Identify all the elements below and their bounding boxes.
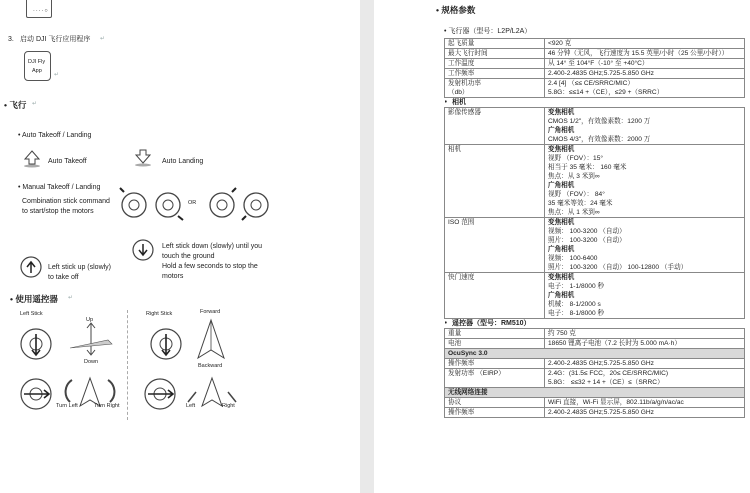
left-stick-yaw-icon — [18, 376, 58, 412]
table-row — [445, 273, 745, 319]
right-stick-pitch-icon — [148, 326, 188, 362]
row-key: 发射机功率 （db） — [445, 79, 545, 98]
paragraph-mark-icon: ↵ — [100, 36, 106, 42]
row-key: 发射功率 （EIRP） — [445, 369, 545, 388]
stick-down-text-1: Left stick down (slowly) until you — [162, 243, 262, 250]
paragraph-mark-icon: ↵ — [54, 72, 60, 78]
row-key: 协议 — [445, 398, 545, 408]
table-row — [445, 359, 745, 369]
row-key: 相机 — [445, 145, 545, 218]
row-key: 工作频率 — [445, 69, 545, 79]
paragraph-mark-icon: ↵ — [32, 101, 38, 107]
table-row — [445, 59, 745, 69]
rc-heading: • 使用遥控器 — [10, 294, 58, 304]
row-key: 起飞质量 — [445, 39, 545, 49]
row-value: 18650 锂离子电池（7.2 长时为 5.000 mA·h） — [545, 339, 745, 349]
row-value: 46 分钟（无风，飞行速度为 15.5 英里/小时（25 公里/小时）） — [545, 49, 745, 59]
diagram-divider — [127, 310, 128, 420]
ocusync-label: OcuSync 3.0 — [445, 349, 745, 359]
row-value: <920 克 — [545, 39, 745, 49]
row-value: 2.400-2.4835 GHz;5.725-5.850 GHz — [545, 408, 745, 418]
auto-takeoff-icon — [22, 150, 42, 168]
row-key: 重量 — [445, 329, 545, 339]
wifi-row — [445, 388, 745, 398]
stick-down-text-2: touch the ground — [162, 253, 215, 260]
combo-stick-icon-2 — [206, 188, 274, 220]
app-icon-label-1: DJI Fly — [28, 59, 46, 65]
stick-up-text-1: Left stick up (slowly) — [48, 264, 112, 271]
backward-label: Backward — [198, 363, 223, 369]
rc-section-row — [445, 319, 745, 329]
table-row — [445, 369, 745, 388]
row-value: 2.400-2.4835 GHz;5.725-5.850 GHz — [545, 69, 745, 79]
manual-heading: • Manual Takeoff / Landing — [18, 184, 101, 191]
table-row — [445, 39, 745, 49]
table-row — [445, 329, 745, 339]
right-stick-roll-icon — [142, 376, 182, 412]
rc-section: 遥控器（型号：RM510） — [451, 320, 531, 327]
row-value: WiFi 直接，Wi-Fi 显示屏，802.11b/a/g/n/ac/ac — [545, 398, 745, 408]
row-key: 操作频率 — [445, 408, 545, 418]
table-row — [445, 49, 745, 59]
ocusync-row — [445, 349, 745, 359]
table-row — [445, 79, 745, 98]
row-key: 电池 — [445, 339, 545, 349]
row-key: 操作频率 — [445, 359, 545, 369]
row-value: 从 14° 至 104°F（-10° 至 +40°C） — [545, 59, 745, 69]
left-label: Left — [186, 403, 196, 409]
auto-landing-label: Auto Landing — [162, 158, 204, 165]
auto-heading: • Auto Takeoff / Landing — [18, 132, 92, 139]
aircraft-section: • 飞行器（型号：L2P/L2A） — [444, 28, 532, 35]
row-value: 变焦相机 CMOS 1/2"，有效像素数：1200 万 广角相机 CMOS 4/3"，有效像素数：2000 万 — [545, 108, 745, 145]
table-row — [445, 108, 745, 145]
right-stick-label: Right Stick — [146, 311, 173, 317]
app-icon-label-2: App — [32, 68, 42, 74]
spec-title: • 规格参数 — [436, 5, 476, 15]
or-label: OR — [188, 200, 197, 206]
spec-table — [444, 38, 745, 418]
stick-up-text-2: to take off — [48, 274, 79, 281]
row-value: 2.4G：(31.5≤ FCC，20≤ CE/SRRC/MIC) 5.8G： ≤≤32 + 14 +（CE）≤（SRRC） — [545, 369, 745, 388]
camera-section-row — [445, 98, 745, 108]
turn-left-label: Turn Left — [56, 403, 78, 409]
combo-text-1: Combination stick command — [22, 198, 110, 205]
manual-page-left — [0, 0, 360, 493]
remote-controller-icon: ····○ — [26, 0, 52, 18]
combo-text-2: to start/stop the motors — [22, 208, 94, 215]
table-row — [445, 145, 745, 218]
camera-section: 相机 — [451, 99, 466, 106]
left-stick-up-icon — [20, 255, 42, 279]
table-row — [445, 339, 745, 349]
step-text: 启动 DJI 飞行应用程序 — [20, 36, 91, 43]
row-value: 变焦相机 电子： 1-1/8000 秒 广角相机 机械： 8-1/2000 s 电子： 8-1/8000 秒 — [545, 273, 745, 319]
row-key: 影像传感器 — [445, 108, 545, 145]
row-key: 最大飞行时间 — [445, 49, 545, 59]
wifi-label: 无线网络连接 — [445, 388, 745, 398]
turn-right-label: Turn Right — [94, 403, 120, 409]
up-label: Up — [86, 317, 94, 323]
table-row — [445, 69, 745, 79]
drone-altitude-diagram — [68, 318, 114, 360]
row-key: 快门速度 — [445, 273, 545, 319]
combo-stick-icon-1 — [118, 188, 186, 220]
manual-page-right — [374, 0, 750, 493]
row-value: 变焦相机 视频： 100-3200 （自动） 照片： 100-3200 （自动） 广角相机 视频： 100-6400 照片： 100-3200 （自动） 100-12800 （手动） — [545, 218, 745, 273]
table-row — [445, 408, 745, 418]
drone-pitch-diagram — [196, 318, 226, 364]
stick-down-text-3: Hold a few seconds to stop the — [162, 263, 258, 270]
stick-down-text-4: motors — [162, 273, 184, 280]
row-value: 2.400-2.4835 GHz;5.725-5.850 GHz — [545, 359, 745, 369]
row-value: 2.4 [4] （≤≤ CE/SRRC/MIC） 5.8G：≤≤14 +（CE），≤29 +（SRRC） — [545, 79, 745, 98]
left-stick-down-icon — [132, 238, 154, 262]
paragraph-mark-icon: ↵ — [68, 295, 74, 301]
left-stick-throttle-icon — [18, 326, 58, 362]
step-number: 3. — [8, 36, 14, 43]
auto-takeoff-label: Auto Takeoff — [48, 158, 87, 165]
row-value: 约 750 克 — [545, 329, 745, 339]
flight-heading: • 飞行 — [4, 100, 27, 110]
row-value: 变焦相机 视野 （FOV）：15° 相当于 35 毫米： 160 毫米 焦点：从 3 米到∞ 广角相机 视野 （FOV）： 84° 35 毫米等效：24 毫米 焦点：从 1 米到∞ — [545, 145, 745, 218]
dji-fly-app-icon — [24, 51, 51, 81]
auto-landing-icon — [133, 149, 153, 167]
forward-label: Forward — [200, 309, 221, 315]
row-key: ISO 范围 — [445, 218, 545, 273]
down-label: Down — [84, 359, 99, 365]
left-stick-label: Left Stick — [20, 311, 43, 317]
row-key: 工作温度 — [445, 59, 545, 69]
right-label: Right — [222, 403, 235, 409]
table-row — [445, 218, 745, 273]
table-row — [445, 398, 745, 408]
